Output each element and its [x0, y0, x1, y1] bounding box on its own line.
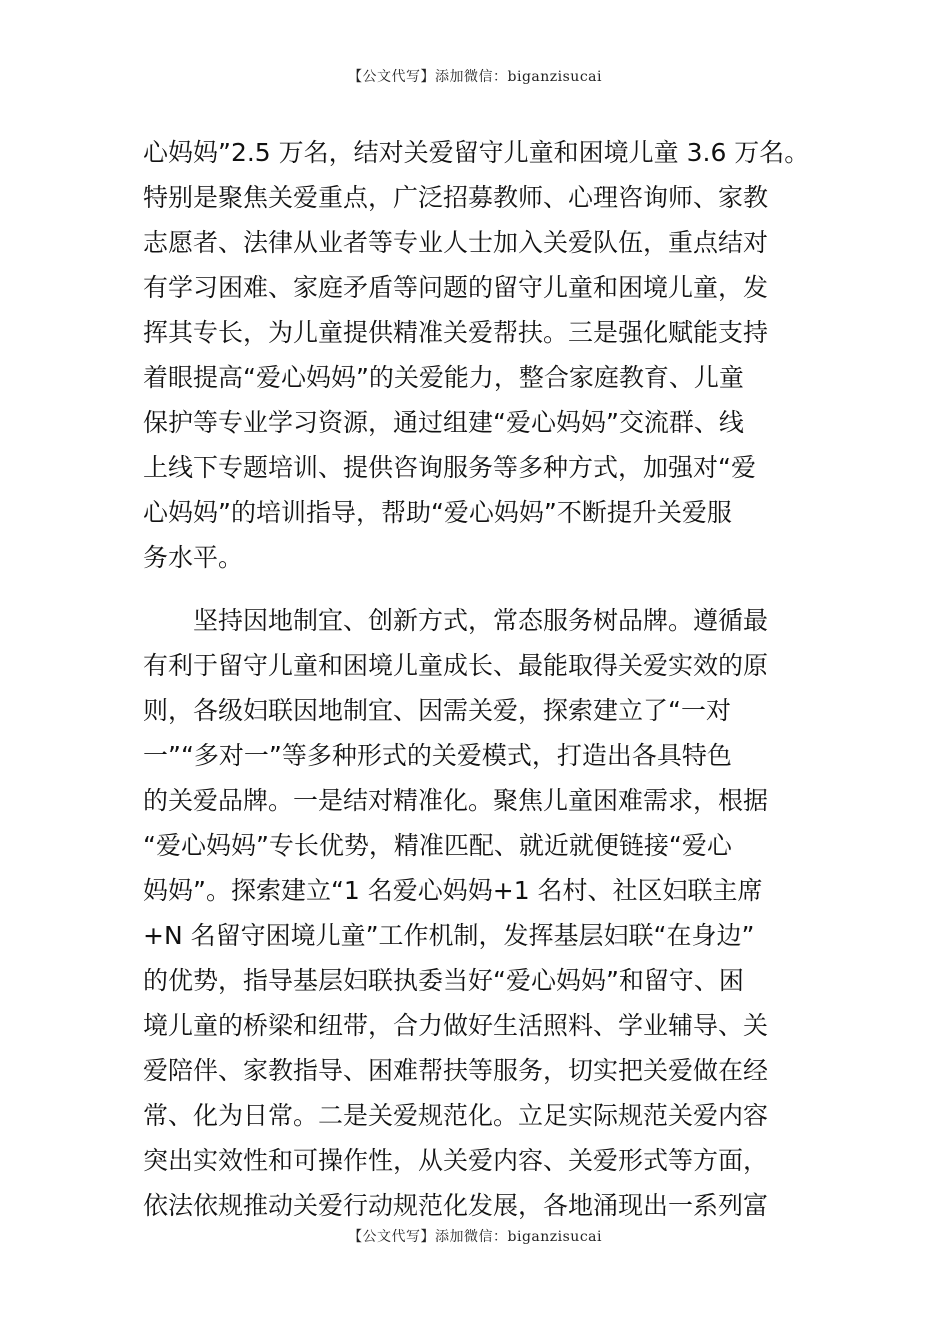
text-line: 突出实效性和可操作性，从关爱内容、关爱形式等方面， [143, 1146, 769, 1175]
text-line: 常、化为日常。二是关爱规范化。立足实际规范关爱内容 [143, 1101, 769, 1130]
text-line: 境儿童的桥梁和纽带，合力做好生活照料、学业辅导、关 [143, 1011, 769, 1040]
text-line: 保护等专业学习资源，通过组建“爱心妈妈”交流群、线 [143, 408, 744, 437]
text-line: 爱陪伴、家教指导、困难帮扶等服务，切实把关爱做在经 [143, 1056, 769, 1085]
text-line: 挥其专长，为儿童提供精准关爱帮扶。三是强化赋能支持 [143, 318, 769, 347]
text-line: 坚持因地制宜、创新方式，常态服务树品牌。遵循最 [143, 606, 769, 635]
text-line: 上线下专题培训、提供咨询服务等多种方式，加强对“爱 [143, 453, 756, 482]
text-line: 着眼提高“爱心妈妈”的关爱能力，整合家庭教育、儿童 [143, 363, 744, 392]
text-line: 妈妈”。探索建立“1 名爱心妈妈+1 名村、社区妇联主席 [143, 876, 763, 905]
text-line: +N 名留守困境儿童”工作机制，发挥基层妇联“在身边” [143, 921, 755, 950]
text-line: “爱心妈妈”专长优势，精准匹配、就近就便链接“爱心 [143, 831, 732, 860]
text-line: 有利于留守儿童和困境儿童成长、最能取得关爱实效的原 [143, 651, 769, 680]
text-line: 依法依规推动关爱行动规范化发展，各地涌现出一系列富 [143, 1191, 769, 1220]
text-line: 的优势，指导基层妇联执委当好“爱心妈妈”和留守、困 [143, 966, 744, 995]
text-line: 心妈妈”的培训指导，帮助“爱心妈妈”不断提升关爱服 [143, 498, 732, 527]
text-line: 务水平。 [143, 543, 244, 572]
paragraph [143, 130, 815, 580]
paragraph-spacer [143, 580, 815, 598]
text-line: 的关爱品牌。一是结对精准化。聚焦儿童困难需求，根据 [143, 786, 769, 815]
document-body [143, 130, 815, 1228]
page-header: 【公文代写】添加微信：biganzisucai [348, 69, 602, 85]
page-footer: 【公文代写】添加微信：biganzisucai [348, 1229, 602, 1245]
paragraph [143, 598, 815, 1228]
text-line: 则，各级妇联因地制宜、因需关爱，探索建立了“一对 [143, 696, 731, 725]
text-line: 有学习困难、家庭矛盾等问题的留守儿童和困境儿童，发 [143, 273, 769, 302]
text-line: 一”“多对一”等多种形式的关爱模式，打造出各具特色 [143, 741, 732, 770]
text-line: 心妈妈”2.5 万名，结对关爱留守儿童和困境儿童 3.6 万名。 [143, 138, 810, 167]
text-line: 特别是聚焦关爱重点，广泛招募教师、心理咨询师、家教 [143, 183, 769, 212]
text-line: 志愿者、法律从业者等专业人士加入关爱队伍，重点结对 [143, 228, 769, 257]
